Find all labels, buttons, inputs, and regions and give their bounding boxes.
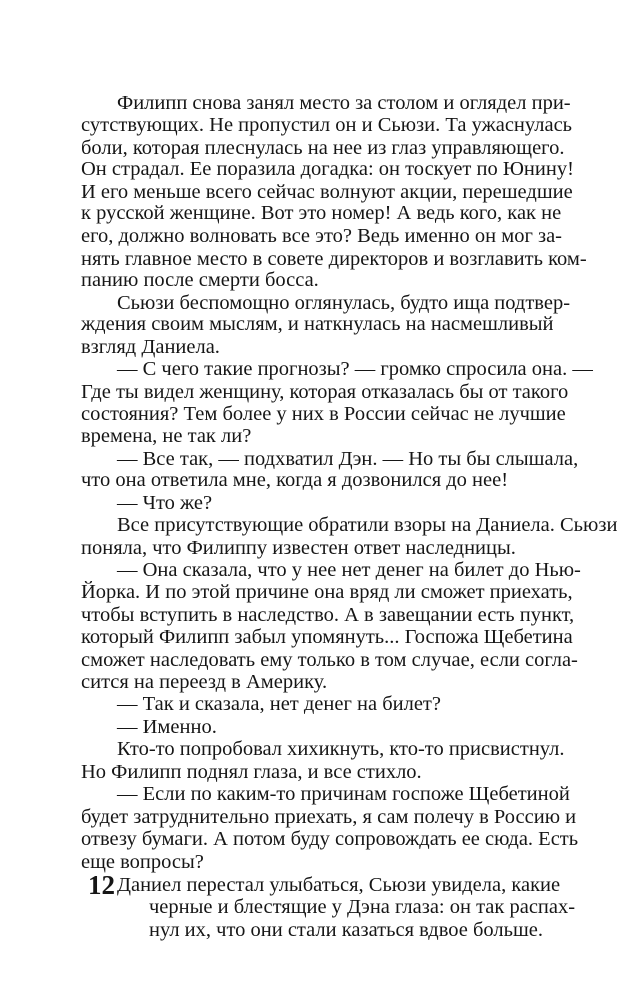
text-line: нул их, что они стали казаться вдвое больше.	[149, 918, 543, 941]
text-line: сможет наследовать ему только в том случае, если согла-	[81, 648, 578, 671]
text-line: сится на переезд в Америку.	[81, 670, 328, 693]
text-line: Йорка. И по этой причине она вряд ли сможет приехать,	[81, 581, 573, 604]
text-line: состояния? Тем более у них в России сейчас не лучшие	[81, 402, 566, 425]
text-line: который Филипп забыл упомянуть... Госпожа Щебетина	[81, 626, 573, 649]
text-line: боли, которая плеснулась на нее из глаз управляющего.	[81, 136, 565, 159]
text-line: сутствующих. Не пропустил он и Сьюзи. Та ужаснулась	[81, 114, 573, 137]
text-line: И его меньше всего сейчас волнуют акции, перешедшие	[81, 180, 573, 203]
text-line: — Если по каким-то причинам госпоже Щебетиной	[117, 783, 570, 806]
text-line: — Она сказала, что у нее нет денег на билет до Нью-	[117, 558, 581, 581]
text-line: времена, не так ли?	[81, 425, 252, 448]
text-line: отвезу бумаги. А потом буду сопровождать ее сюда. Есть	[81, 828, 579, 851]
text-line: панию после смерти босса.	[81, 269, 319, 292]
text-line: Но Филипп поднял глаза, и все стихло.	[81, 760, 422, 783]
text-line: — Так и сказала, нет денег на билет?	[117, 693, 441, 716]
text-line: — Все так, — подхватил Дэн. — Но ты бы слышала,	[117, 447, 579, 470]
text-line: — С чего такие прогнозы? — громко спросила она. —	[117, 358, 593, 381]
text-line: что она ответила мне, когда я дозвонился до нее!	[81, 469, 509, 492]
text-line: Кто-то попробовал хихикнуть, кто-то присвистнул.	[117, 738, 565, 761]
text-line: поняла, что Филиппу известен ответ наследницы.	[81, 537, 516, 560]
text-line: — Что же?	[117, 491, 213, 514]
text-line: Сьюзи беспомощно оглянулась, будто ища подтвер-	[117, 291, 571, 314]
text-line: — Именно.	[117, 715, 217, 738]
text-line: черные и блестящие у Дэна глаза: он так распах-	[149, 896, 576, 919]
text-line: Где ты видел женщину, которая отказалась бы от такого	[81, 381, 569, 403]
text-line: его, должно волновать все это? Ведь именно он мог за-	[81, 224, 563, 247]
text-line: будет затруднительно приехать, я сам полечу в Россию и	[81, 805, 577, 828]
text-line: Даниел перестал улыбаться, Сьюзи увидела, какие	[117, 873, 561, 896]
text-line: нять главное место в совете директоров и возглавить ком-	[81, 247, 587, 270]
page-number: 12	[88, 870, 115, 900]
text-line: ждения своим мыслям, и наткнулась на насмешливый	[81, 313, 554, 336]
text-line: взгляд Даниела.	[81, 335, 220, 358]
text-line: еще вопросы?	[81, 851, 204, 873]
text-line: чтобы вступить в наследство. А в завещании есть пункт,	[81, 603, 575, 626]
text-line: Он страдал. Ее поразила догадка: он тоскует по Юнину!	[81, 158, 574, 181]
text-line: к русской женщине. Вот это номер! А ведь кого, как не	[81, 202, 562, 225]
text-line: Филипп снова занял место за столом и оглядел при-	[117, 92, 571, 115]
text-line: Все присутствующие обратили взоры на Даниела. Сьюзи	[117, 514, 618, 537]
